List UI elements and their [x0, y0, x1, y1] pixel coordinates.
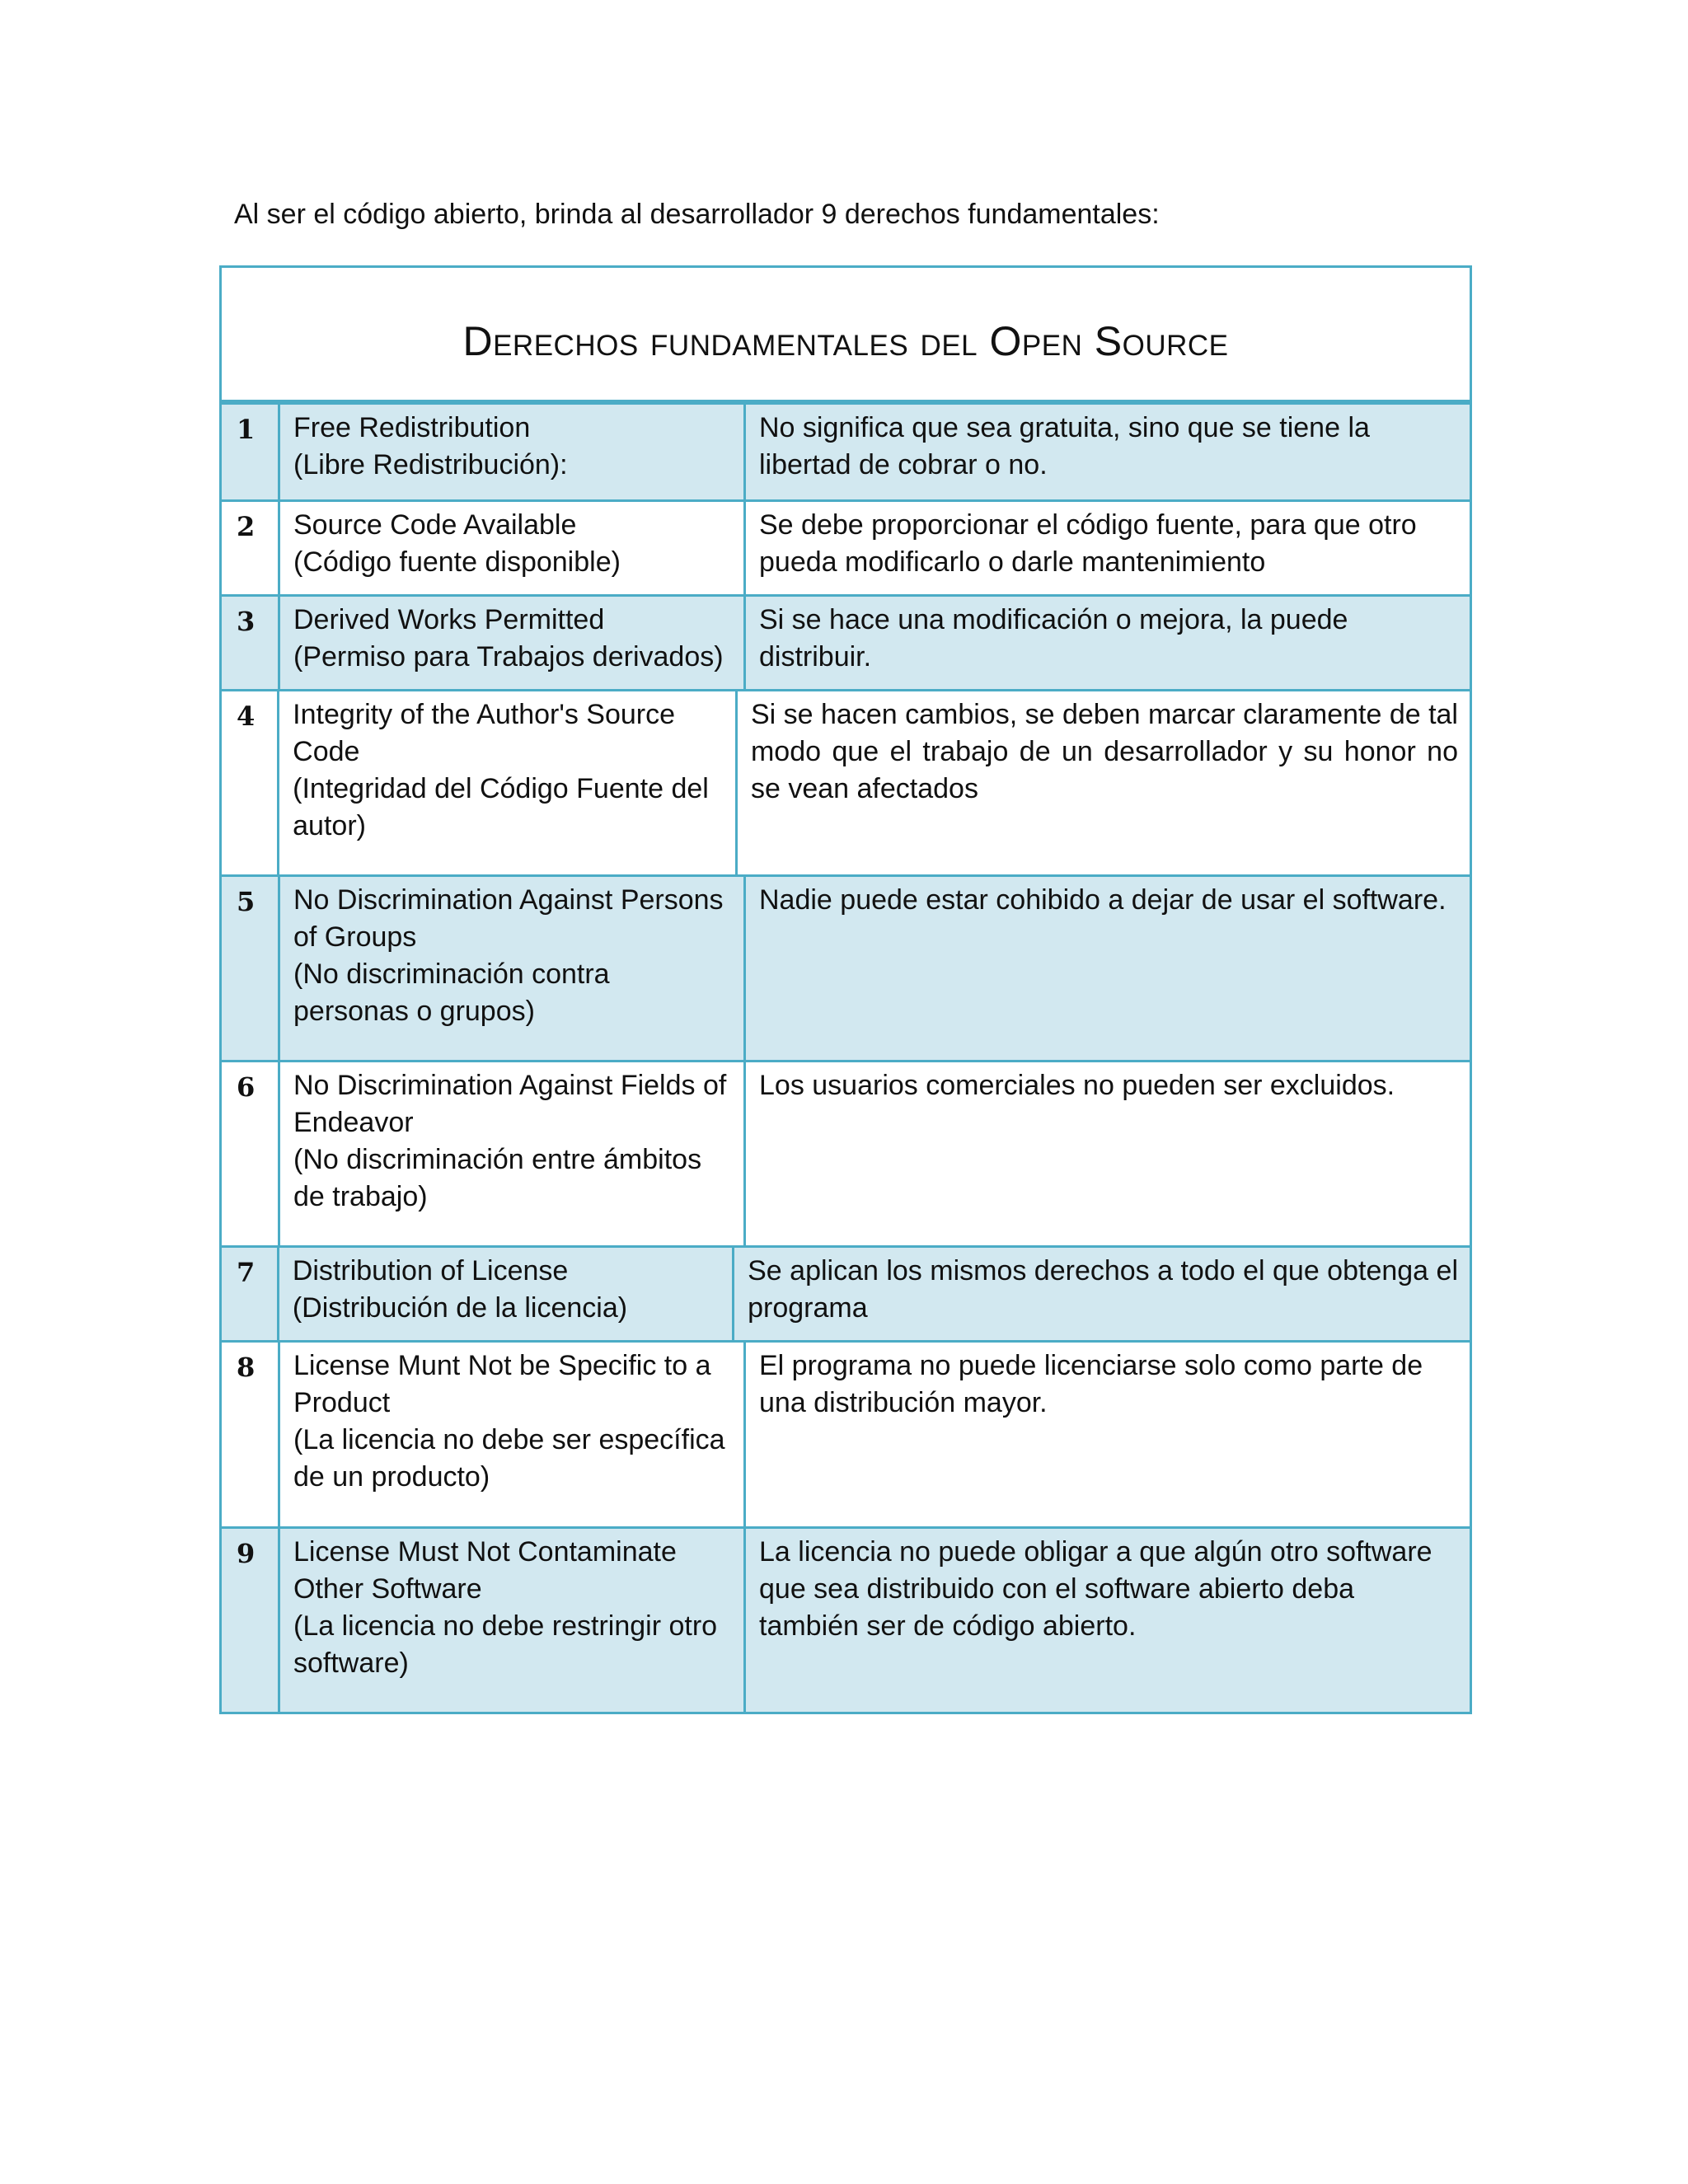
right-description-line: Nadie puede estar cohibido a dejar de usar el software.	[759, 884, 1447, 916]
right-name-line: autor)	[293, 810, 366, 841]
table-row	[222, 689, 1470, 874]
right-name-line: Code	[293, 736, 360, 767]
right-name	[280, 1062, 746, 1245]
right-description-line: Si se hace una modificación o mejora, la puede	[759, 604, 1348, 635]
right-name-line: de un producto)	[293, 1461, 490, 1493]
right-name-line: (La licencia no debe restringir otro	[293, 1610, 718, 1642]
right-description-line: Los usuarios comerciales no pueden ser excluidos.	[759, 1070, 1395, 1101]
right-name-line: (Integridad del Código Fuente del	[293, 773, 709, 804]
right-description-line: que sea distribuido con el software abierto deba	[759, 1573, 1355, 1605]
right-name-line: Distribution of License	[292, 1255, 569, 1286]
right-name	[280, 597, 746, 689]
right-description-line: El programa no puede licenciarse solo como parte de	[759, 1350, 1423, 1381]
right-description-line: pueda modificarlo o darle mantenimiento	[759, 546, 1266, 578]
table-title: Derechos fundamentales del Open Source	[222, 268, 1470, 405]
right-name-line: License Must Not Contaminate	[293, 1536, 677, 1568]
right-description-line: programa	[748, 1292, 868, 1324]
right-name-line: License Munt Not be Specific to a	[293, 1350, 711, 1381]
right-name-line: Derived Works Permitted	[293, 604, 605, 635]
row-number: 3	[222, 597, 280, 689]
right-name-line: Free Redistribution	[293, 412, 531, 443]
right-name-line: of Groups	[293, 921, 417, 953]
row-number: 1	[222, 405, 280, 499]
right-name-line: No Discrimination Against Persons	[293, 884, 724, 916]
right-description	[746, 1343, 1470, 1526]
right-name-line: software)	[293, 1647, 409, 1679]
right-name	[280, 405, 746, 499]
right-name-line: No Discrimination Against Fields of	[293, 1070, 727, 1101]
row-number: 6	[222, 1062, 280, 1245]
right-description	[746, 1529, 1470, 1712]
row-number: 4	[222, 691, 279, 874]
row-number: 9	[222, 1529, 280, 1712]
right-name-line: Source Code Available	[293, 509, 577, 541]
table-row	[222, 499, 1470, 594]
right-name-line: (No discriminación entre ámbitos	[293, 1144, 702, 1175]
right-name-line: (No discriminación contra	[293, 958, 610, 990]
right-name-line: Product	[293, 1387, 391, 1418]
right-description-line: La licencia no puede obligar a que algún otro software	[759, 1536, 1432, 1568]
right-description-line: No significa que sea gratuita, sino que se tiene la	[759, 412, 1370, 443]
right-description-line: Se debe proporcionar el código fuente, para que otro	[759, 509, 1417, 541]
right-description-line: Si se hacen cambios, se deben marcar claramente de tal	[750, 699, 1458, 730]
right-description-line: se vean afectados	[750, 773, 978, 804]
right-description-line: Se aplican los mismos derechos a todo el que obtenga el	[748, 1255, 1458, 1286]
right-description-line: también ser de código abierto.	[759, 1610, 1137, 1642]
table-row	[222, 1245, 1470, 1340]
table-row	[222, 594, 1470, 689]
right-name	[280, 1529, 746, 1712]
right-name-line: (Código fuente disponible)	[293, 546, 621, 578]
right-name-line: (Distribución de la licencia)	[292, 1292, 628, 1324]
right-name-line: de trabajo)	[293, 1181, 428, 1212]
right-name-line: personas o grupos)	[293, 996, 535, 1027]
right-description	[746, 405, 1470, 499]
table-row	[222, 1340, 1470, 1526]
right-description	[738, 691, 1470, 874]
intro-paragraph: Al ser el código abierto, brinda al desarrollador 9 derechos fundamentales:	[234, 199, 1160, 230]
right-name-line: Endeavor	[293, 1107, 414, 1138]
row-number: 5	[222, 877, 280, 1060]
table-row	[222, 1060, 1470, 1245]
right-name-line: Other Software	[293, 1573, 482, 1605]
table-row	[222, 874, 1470, 1060]
right-name-line: Integrity of the Author's Source	[293, 699, 676, 730]
right-name	[279, 691, 738, 874]
row-number: 8	[222, 1343, 280, 1526]
right-description-line: distribuir.	[759, 641, 872, 673]
right-description	[746, 877, 1470, 1060]
right-name-line: (Libre Redistribución):	[293, 449, 568, 480]
right-name	[280, 502, 746, 594]
right-name	[279, 1248, 734, 1340]
right-name-line: (La licencia no debe ser específica	[293, 1424, 725, 1455]
row-number: 7	[222, 1248, 279, 1340]
right-description	[746, 502, 1470, 594]
right-description	[746, 1062, 1470, 1245]
right-name	[280, 1343, 746, 1526]
right-description-line: libertad de cobrar o no.	[759, 449, 1048, 480]
right-description-line: una distribución mayor.	[759, 1387, 1048, 1418]
right-name	[280, 877, 746, 1060]
right-description-line: modo que el trabajo de un desarrollador y su honor no	[750, 736, 1458, 767]
table-row	[222, 1526, 1470, 1712]
rights-table	[219, 265, 1472, 1714]
right-description	[746, 597, 1470, 689]
right-description	[734, 1248, 1470, 1340]
right-name-line: (Permiso para Trabajos derivados)	[293, 641, 724, 673]
row-number: 2	[222, 502, 280, 594]
table-row	[222, 405, 1470, 499]
